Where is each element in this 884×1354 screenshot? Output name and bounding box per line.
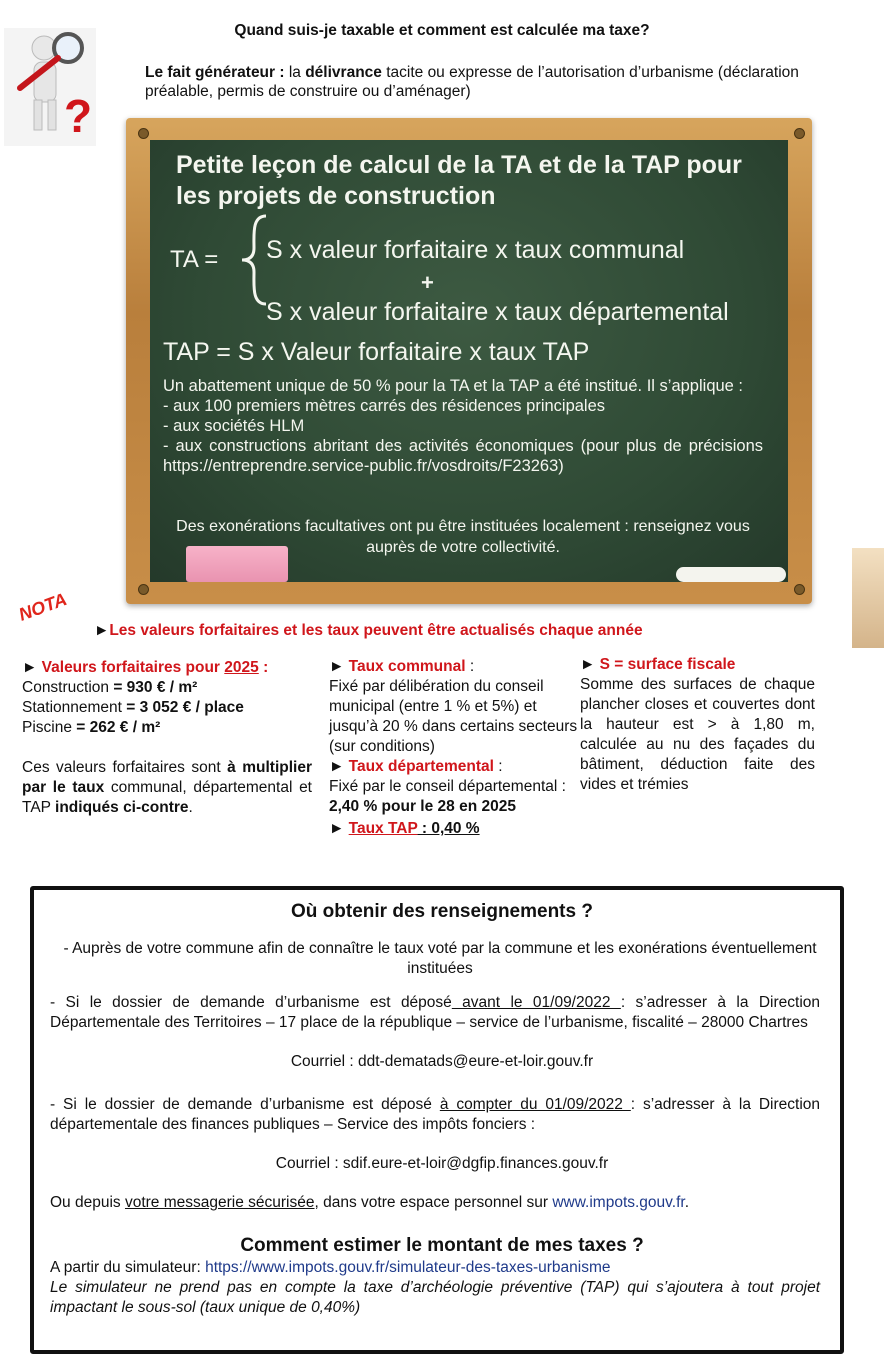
info-text: A partir du simulateur: (50, 1259, 206, 1276)
simulateur-note: Le simulateur ne prend pas en compte la taxe d’archéologie préventive (TAP) qui s’ajoutera à tout projet impactant le sous-sol (taux unique de 0,40%) (50, 1279, 820, 1316)
arrow-icon: ► (329, 758, 349, 775)
note-text: communal, départemental et TAP (22, 779, 312, 816)
surface-fiscale-text: Somme des surfaces de chaque plancher closes et couvertes dont la hauteur est > à 1,80 m, calculée au nu des façades du bâtiment, déduction faite des vides et trémies (580, 676, 815, 793)
info-messagerie (50, 1194, 820, 1212)
info-title: Où obtenir des renseignements ? (291, 901, 593, 922)
ta-label: TA = (170, 246, 219, 273)
taux-tap-value: : 0,40 % (417, 820, 480, 837)
colon: : (493, 758, 503, 775)
valeur-row (22, 698, 312, 718)
taux-communal-text: Fixé par délibération du conseil municipal (entre 1 % et 5%) et jusqu’à 20 % dans certains secteurs (sur conditions) (329, 678, 578, 755)
nail-icon (138, 128, 149, 139)
surface-fiscale-column (580, 655, 815, 795)
note-bold: à multiplier par le taux (22, 759, 313, 796)
info-text: Ou depuis (50, 1194, 125, 1211)
exonerations-text: Des exonérations facultatives ont pu être instituées localement : renseignez vous auprès de votre collectivité. (176, 518, 750, 556)
email-ddt[interactable]: Courriel : ddt-dematads@eure-et-loir.gouv.fr (290, 1053, 594, 1070)
note-text: Ces valeurs forfaitaires sont (22, 759, 228, 776)
fait-text1: la (284, 64, 306, 81)
estimer-title: Comment estimer le montant de mes taxes ? (240, 1235, 644, 1256)
info-ddfip (50, 1095, 820, 1135)
eraser-icon (186, 546, 288, 582)
taux-departemental-title: Taux départemental (348, 758, 494, 775)
ta-formula-line2: S x valeur forfaitaire x taux départemental (266, 298, 729, 326)
simulateur-line (50, 1258, 820, 1278)
board-title: Petite leçon de calcul de la TA et de la TAP pour les projets de construction (176, 151, 742, 210)
brace-icon (238, 214, 268, 306)
messagerie-link[interactable]: votre messagerie sécurisée (124, 1194, 315, 1211)
arrow-icon: ► (22, 659, 42, 676)
impots-link[interactable]: www.impots.gouv.fr (552, 1194, 685, 1211)
arrow-icon: ► (580, 656, 600, 673)
valeurs-forfaitaires-column (22, 658, 312, 818)
note-text: . (188, 799, 193, 816)
arrow-icon: ► (329, 820, 349, 837)
fait-text2: tacite ou expresse de l’autorisation d’urbanisme (déclaration préalable, permis de construire ou d’aménager) (145, 64, 799, 100)
valeur-row (22, 718, 312, 738)
info-date: avant le 01/09/2022 (451, 994, 621, 1011)
valeur-label: Construction (22, 679, 114, 696)
nota-line (94, 622, 643, 640)
info-text: : s’adresser à la Direction Départementale des Territoires – 17 place de la république – service de l’urbanisme, fiscalité – 28000 Chartres (50, 994, 820, 1031)
info-text: - Si le dossier de demande d’urbanisme est déposé (50, 1096, 440, 1113)
info-text: : s’adresser à la Direction départementale des finances publiques – Service des impôts fonciers : (50, 1096, 820, 1133)
valeur-value: = 262 € / m² (76, 719, 161, 736)
valeurs-year: 2025 (224, 659, 259, 676)
ta-formula-line1: S x valeur forfaitaire x taux communal (266, 236, 685, 264)
nail-icon (138, 584, 149, 595)
plus-sign: + (421, 270, 434, 295)
valeurs-colon: : (258, 659, 269, 676)
info-commune: - Auprès de votre commune afin de connaître le taux voté par la commune et les exonérations éventuellement instituées (63, 940, 817, 977)
info-text: , dans votre espace personnel sur (314, 1194, 553, 1211)
fait-bold: délivrance (305, 64, 382, 81)
svg-text:?: ? (64, 90, 93, 142)
abattement-intro: Un abattement unique de 50 % pour la TA et la TAP a été institué. Il s’applique : (163, 377, 744, 395)
taux-departemental-text: Fixé par le conseil départemental : (329, 778, 566, 795)
valeur-value: = 930 € / m² (113, 679, 198, 696)
valeur-label: Stationnement (22, 699, 127, 716)
nail-icon (794, 128, 805, 139)
arrow-icon: ► (94, 622, 110, 639)
page-title: Quand suis-je taxable et comment est calculée ma taxe? (234, 22, 650, 39)
info-ddt (50, 993, 820, 1033)
note-bold: indiqués ci-contre (55, 799, 189, 816)
fait-generateur (145, 63, 835, 101)
simulateur-link[interactable]: https://www.impots.gouv.fr/simulateur-des-taxes-urbanisme (205, 1259, 611, 1276)
abattement-text (163, 376, 763, 476)
info-text: . (684, 1194, 689, 1211)
valeurs-heading: Valeurs forfaitaires pour (41, 659, 225, 676)
colon: : (465, 658, 475, 675)
nail-icon (794, 584, 805, 595)
arrow-icon: ► (329, 658, 349, 675)
nota-text: Les valeurs forfaitaires et les taux peuvent être actualisés chaque année (109, 622, 643, 639)
info-date: à compter du 01/09/2022 (439, 1096, 631, 1113)
abattement-item: - aux constructions abritant des activités économiques (pour plus de précisions https://entreprendre.service-public.fr/vosdroits/F23263) (163, 437, 763, 475)
taux-column (329, 657, 581, 839)
email-sdif[interactable]: Courriel : sdif.eure-et-loir@dgfip.finances.gouv.fr (275, 1155, 609, 1172)
banknote-illustration (852, 548, 884, 648)
valeur-value: = 3 052 € / place (126, 699, 244, 716)
tap-formula: TAP = S x Valeur forfaitaire x taux TAP (163, 338, 590, 366)
surface-fiscale-title: S = surface fiscale (599, 656, 736, 673)
info-text: - Si le dossier de demande d’urbanisme est déposé (50, 994, 452, 1011)
taux-departemental-value: 2,40 % pour le 28 en 2025 (329, 798, 516, 815)
taux-communal-title: Taux communal (348, 658, 466, 675)
chalk-stick-icon (676, 567, 786, 582)
valeur-row (22, 678, 312, 698)
abattement-item: - aux sociétés HLM (163, 417, 305, 435)
magnifier-figure-illustration (4, 28, 96, 146)
nota-tag: NOTA (16, 589, 70, 625)
abattement-item: - aux 100 premiers mètres carrés des résidences principales (163, 397, 606, 415)
valeur-label: Piscine (22, 719, 77, 736)
taux-tap-title: Taux TAP (348, 820, 418, 837)
valeurs-note (22, 758, 312, 818)
fait-label: Le fait générateur : (145, 64, 285, 81)
